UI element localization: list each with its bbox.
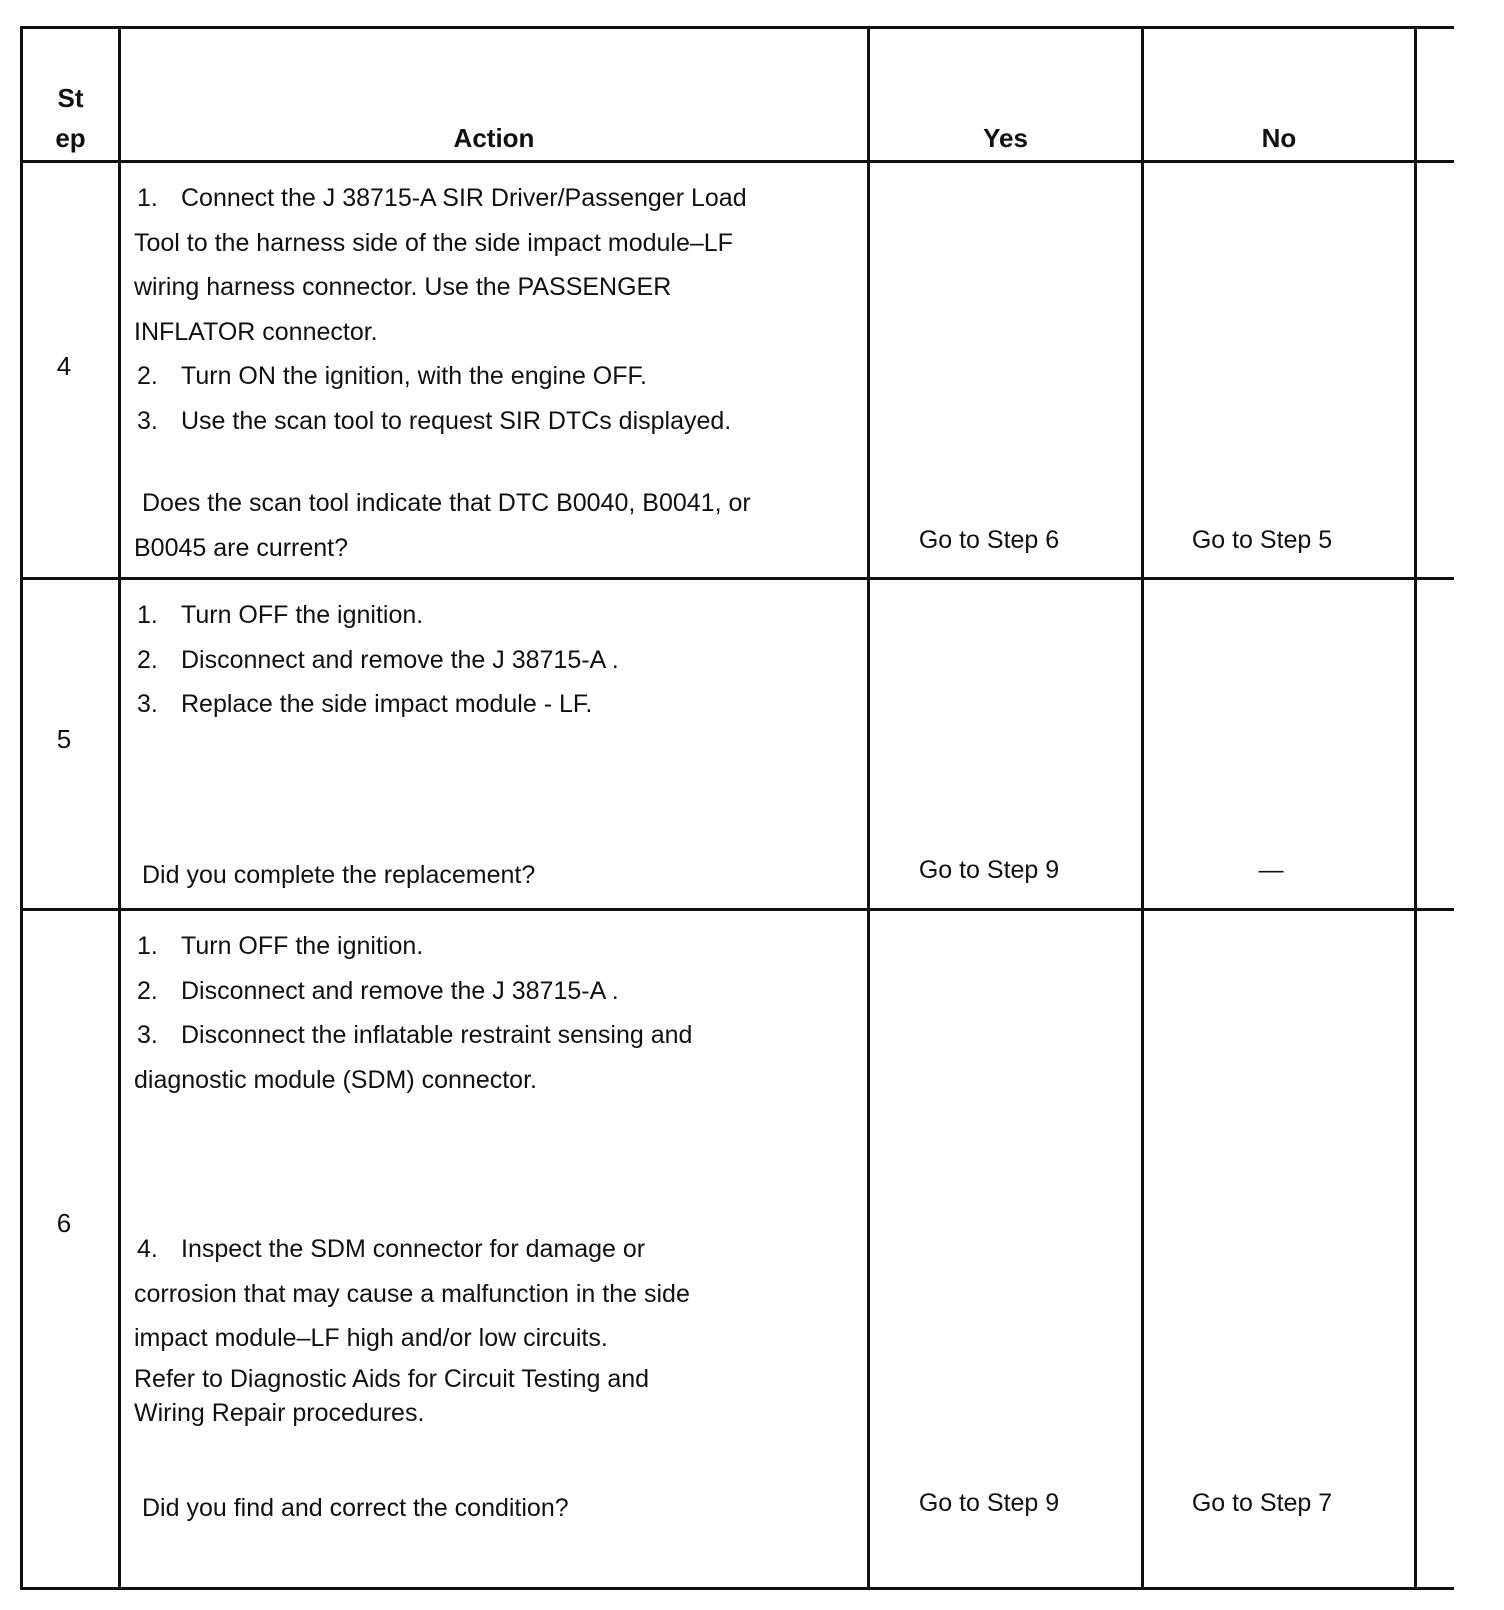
row-divider xyxy=(20,908,1454,911)
step-6-note: Refer to Diagnostic Aids for Circuit Testing and Wiring Repair procedures. xyxy=(134,1365,650,1427)
action-item: 2. Disconnect and remove the J 38715-A . xyxy=(137,645,619,674)
step-6-question: Did you find and correct the condition? xyxy=(142,1494,569,1522)
table-border-right xyxy=(1414,26,1417,1590)
step-number: 4 xyxy=(56,351,72,381)
step-6-no: Go to Step 7 xyxy=(1191,1489,1333,1517)
step-number: 6 xyxy=(56,1208,72,1238)
action-item: 1. Turn OFF the ignition. xyxy=(137,601,424,629)
header-action: Action xyxy=(453,123,535,153)
step-6-action: 1. Turn OFF the ignition. 2. Disconnect and remove the J 38715-A . 3. Disconnect the inflatable restraint sensing and diagnostic module (SDM) connector. xyxy=(134,924,692,1102)
column-divider xyxy=(118,26,121,1590)
action-item: 3. Disconnect the inflatable restraint sensing and xyxy=(137,1021,693,1049)
step-5-action xyxy=(134,593,619,727)
column-divider xyxy=(867,26,870,1590)
action-item: 2. Disconnect and remove the J 38715-A . xyxy=(137,976,619,1005)
step-4-question: Does the scan tool indicate that DTC B0040, B0041, or B0045 are current? xyxy=(134,489,751,562)
step-6-yes: Go to Step 9 xyxy=(918,1489,1060,1517)
header-no: No xyxy=(1261,123,1297,153)
column-divider xyxy=(1141,26,1144,1590)
action-item: 3. Replace the side impact module - LF. xyxy=(137,690,593,718)
action-item: 1. Connect the J 38715-A SIR Driver/Passenger Load xyxy=(137,184,747,212)
step-6-inspect: 4. Inspect the SDM connector for damage or corrosion that may cause a malfunction in the side impact module–LF high and/or low circuits. xyxy=(134,1227,690,1361)
action-item: 3. Use the scan tool to request SIR DTCs displayed. xyxy=(137,406,732,435)
step-number: 5 xyxy=(56,724,72,754)
table-border-top xyxy=(20,26,1454,29)
row-divider xyxy=(20,577,1454,580)
action-item: 4. Inspect the SDM connector for damage or xyxy=(137,1235,646,1263)
step-4-action: 1. Connect the J 38715-A SIR Driver/Passenger Load Tool to the harness side of the side impact module–LF wiring harness connector. Use the PASSENGER INFLATOR connector. 2. Turn ON the ignition, with the engine OFF. 3. Use the scan tool to request SIR DTCs displayed. xyxy=(134,176,747,443)
action-item: 1. Turn OFF the ignition. xyxy=(137,932,424,960)
header-yes: Yes xyxy=(983,123,1028,153)
step-5-question: Did you complete the replacement? xyxy=(142,861,536,889)
step-4-yes: Go to Step 6 xyxy=(918,526,1060,554)
header-step: St ep xyxy=(55,83,86,153)
step-5-no: — xyxy=(1258,856,1284,884)
table-border-left xyxy=(20,26,23,1590)
header-divider xyxy=(20,160,1454,163)
step-4-no: Go to Step 5 xyxy=(1191,526,1333,554)
step-5-yes: Go to Step 9 xyxy=(918,856,1060,884)
table-border-bottom xyxy=(20,1587,1454,1590)
action-item: 2. Turn ON the ignition, with the engine OFF. xyxy=(137,362,647,390)
diagnostic-table xyxy=(20,26,1454,1590)
